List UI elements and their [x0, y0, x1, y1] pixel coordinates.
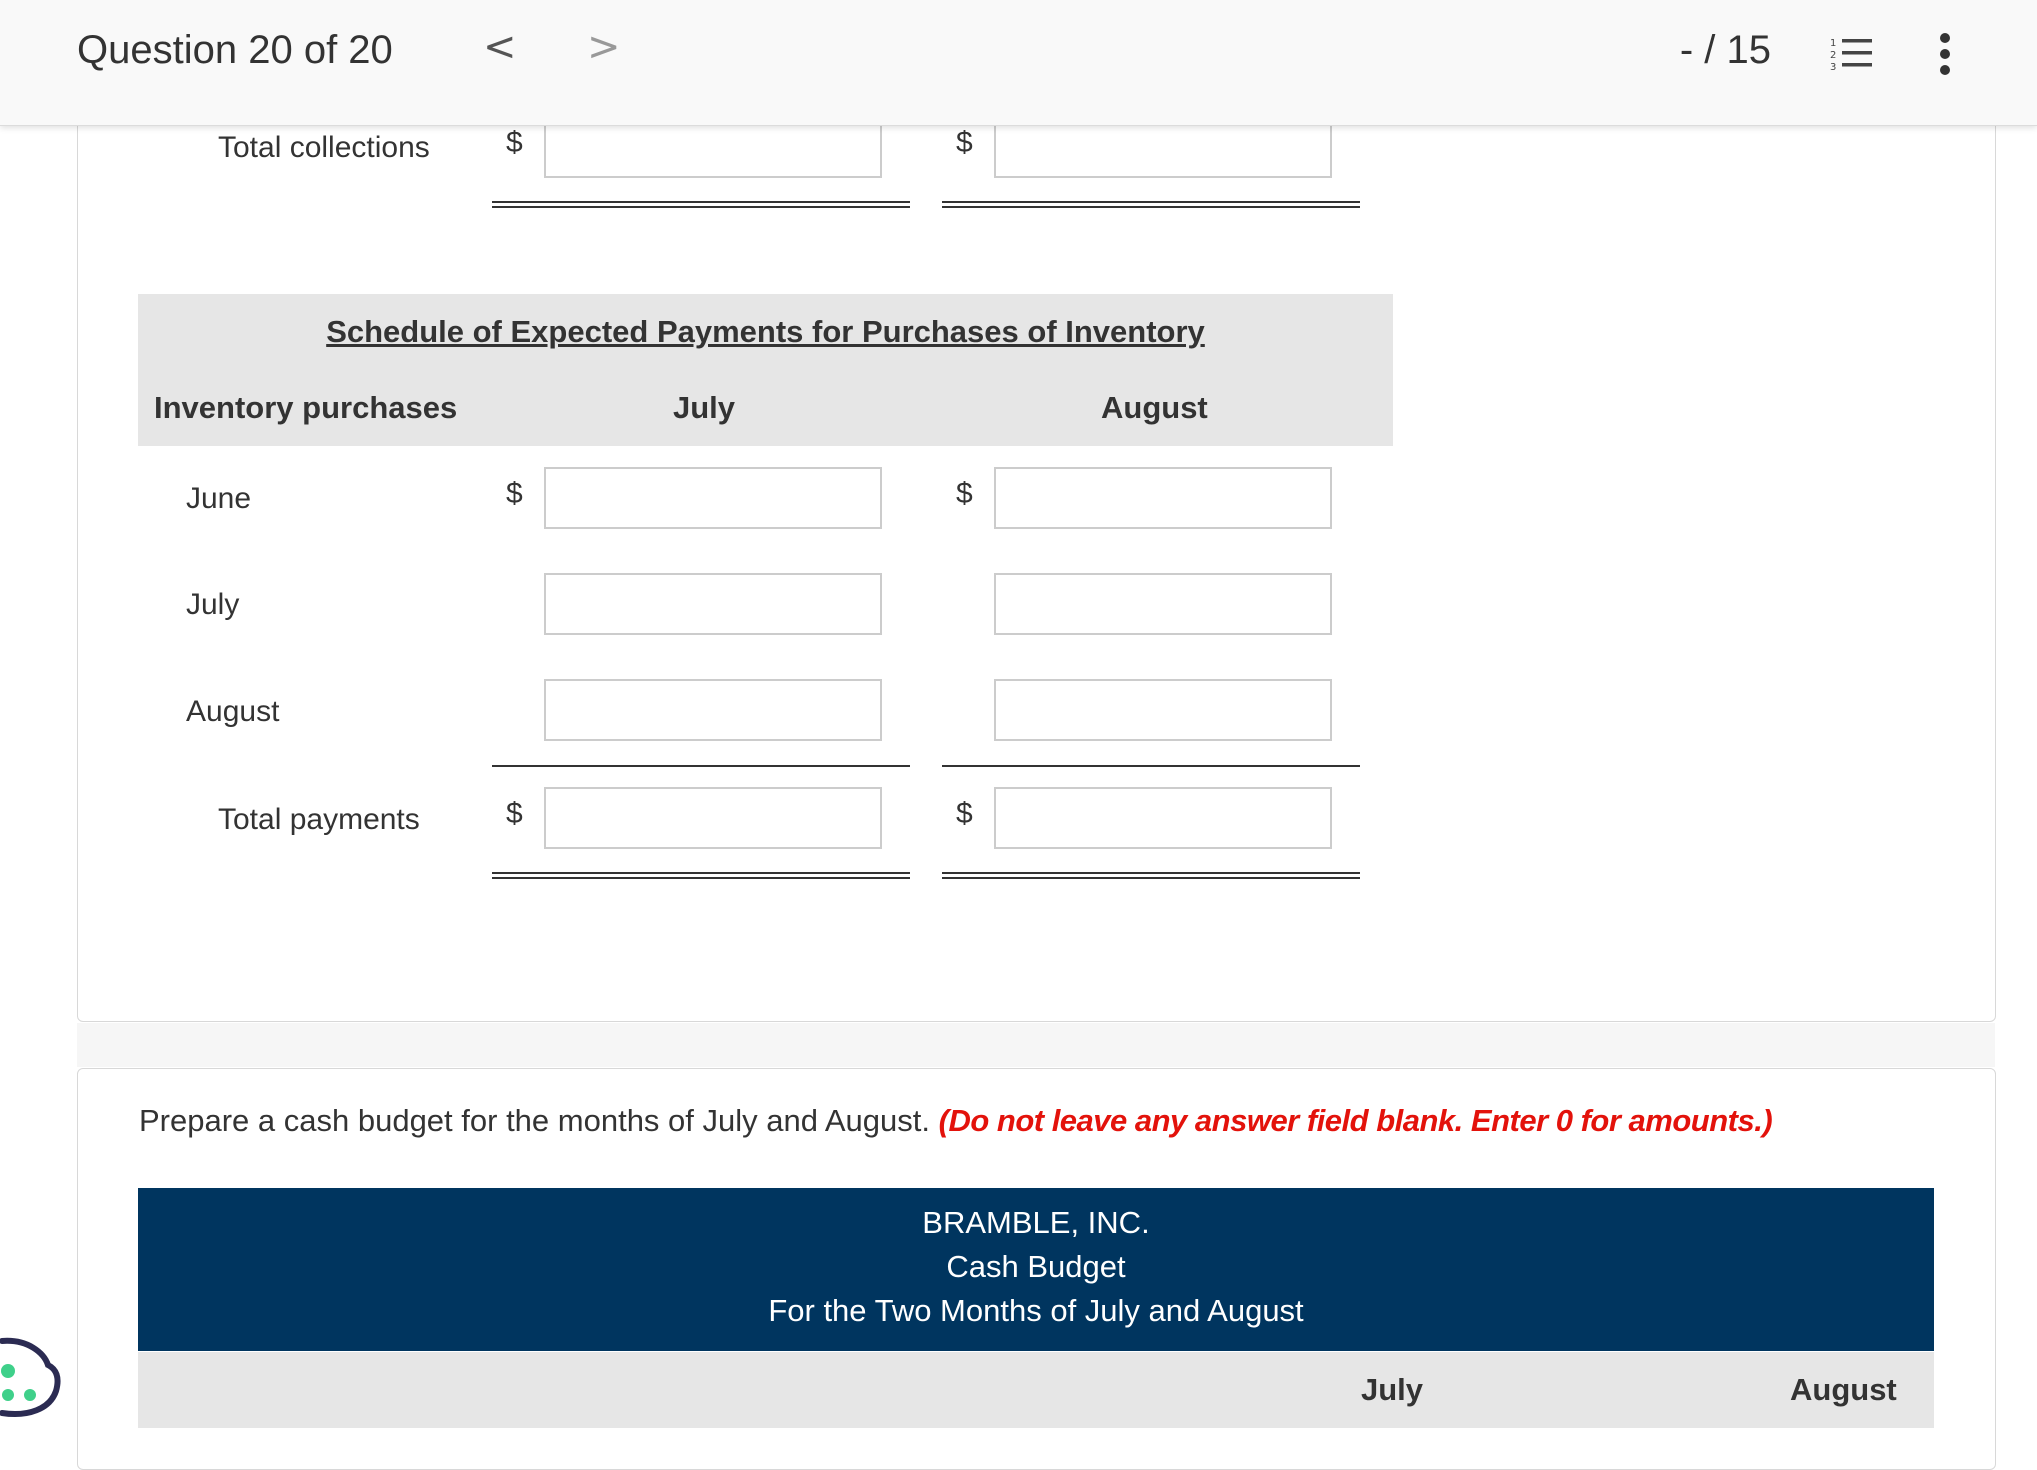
total-payments-label: Total payments: [218, 803, 420, 836]
cash-budget-column-headers: [138, 1352, 1934, 1428]
cookie-preferences-icon[interactable]: [0, 1335, 62, 1419]
row-label-august: August: [186, 695, 280, 728]
double-underline: [492, 201, 910, 208]
june-payment-august-input[interactable]: [994, 467, 1332, 529]
question-counter: Question 20 of 20: [77, 28, 393, 72]
june-payment-july-input[interactable]: [544, 467, 882, 529]
currency-sign: $: [506, 797, 523, 830]
statement-period: For the Two Months of July and August: [768, 1293, 1304, 1328]
score-display: - / 15: [1679, 28, 1771, 72]
payments-schedule-title: Schedule of Expected Payments for Purchases of Inventory: [326, 314, 1205, 349]
double-underline: [492, 872, 910, 879]
cash-budget-header: [138, 1188, 1934, 1351]
subtotal-rule: [492, 765, 910, 767]
more-options-icon[interactable]: [1935, 32, 1955, 76]
company-name: BRAMBLE, INC.: [922, 1205, 1150, 1240]
july-payment-july-input[interactable]: [544, 573, 882, 635]
currency-sign: $: [506, 477, 523, 510]
payments-schedule-header: [138, 294, 1393, 446]
column-header-august: August: [1101, 390, 1208, 425]
svg-text:2: 2: [1830, 50, 1837, 61]
next-question-button[interactable]: >: [587, 24, 621, 70]
currency-sign: $: [506, 126, 523, 159]
question-header-bar: [0, 0, 2037, 126]
budget-column-july: July: [1361, 1372, 1424, 1407]
august-payment-july-input[interactable]: [544, 679, 882, 741]
instruction-warning: (Do not leave any answer field blank. Enter 0 for amounts.): [938, 1103, 1773, 1138]
question-list-icon[interactable]: [1830, 36, 1872, 72]
cash-budget-instruction: [139, 1103, 1772, 1139]
total-collections-label: Total collections: [218, 131, 430, 164]
column-header-inventory-purchases: Inventory purchases: [154, 390, 458, 425]
card-separator: [77, 1023, 1995, 1067]
row-label-july: July: [186, 588, 240, 621]
august-payment-august-input[interactable]: [994, 679, 1332, 741]
column-header-july: July: [673, 390, 736, 425]
budget-column-august: August: [1790, 1372, 1897, 1407]
previous-question-button[interactable]: <: [483, 24, 517, 70]
total-payments-august-input[interactable]: [994, 787, 1332, 849]
row-label-june: June: [186, 482, 252, 515]
svg-text:3: 3: [1830, 62, 1837, 72]
july-payment-august-input[interactable]: [994, 573, 1332, 635]
currency-sign: $: [956, 797, 973, 830]
double-underline: [942, 201, 1360, 208]
svg-text:1: 1: [1830, 38, 1837, 49]
currency-sign: $: [956, 477, 973, 510]
currency-sign: $: [956, 126, 973, 159]
subtotal-rule: [942, 765, 1360, 767]
total-payments-july-input[interactable]: [544, 787, 882, 849]
double-underline: [942, 872, 1360, 879]
statement-name: Cash Budget: [946, 1249, 1126, 1284]
instruction-text: Prepare a cash budget for the months of July and August.: [139, 1103, 930, 1138]
question-part-card: [77, 70, 1996, 1022]
